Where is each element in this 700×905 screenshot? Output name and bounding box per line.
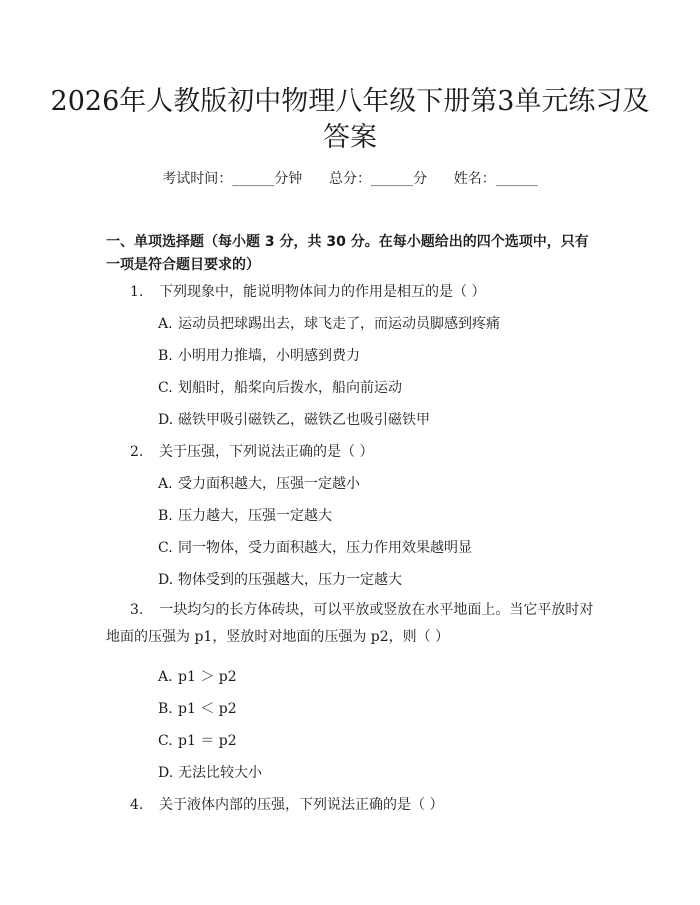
option-text: 同一物体，受力面积越大，压力作用效果越明显 bbox=[178, 540, 472, 556]
option-item[interactable] bbox=[158, 730, 237, 752]
question-block bbox=[106, 597, 596, 651]
question-number: 2. bbox=[130, 444, 144, 460]
option-item[interactable] bbox=[158, 666, 237, 688]
question-text: 下列现象中，能说明物体间力的作用是相互的是（ ） bbox=[159, 284, 486, 300]
option-text: 无法比较大小 bbox=[178, 765, 262, 781]
option-text: p1 ＝ p2 bbox=[178, 733, 237, 749]
option-item[interactable] bbox=[158, 473, 360, 495]
option-letter: B. bbox=[158, 701, 173, 717]
option-letter: A. bbox=[158, 476, 173, 492]
option-text: p1 ＞ p2 bbox=[178, 669, 237, 685]
option-text: 磁铁甲吸引磁铁乙，磁铁乙也吸引磁铁甲 bbox=[178, 412, 430, 428]
option-text: 运动员把球踢出去，球飞走了，而运动员脚感到疼痛 bbox=[178, 316, 500, 332]
option-text: p1 ＜ p2 bbox=[178, 701, 237, 717]
option-letter: D. bbox=[158, 412, 174, 428]
option-text: 小明用力推墙，小明感到费力 bbox=[178, 348, 360, 364]
option-item[interactable] bbox=[158, 569, 402, 591]
option-text: 物体受到的压强越大，压力一定越大 bbox=[178, 572, 402, 588]
option-text: 划船时，船桨向后拨水，船向前运动 bbox=[178, 380, 402, 396]
question-number: 3. bbox=[130, 602, 144, 618]
option-letter: B. bbox=[158, 508, 173, 524]
option-text: 压力越大，压强一定越大 bbox=[178, 508, 332, 524]
option-item[interactable] bbox=[158, 698, 237, 720]
question-number: 4. bbox=[130, 797, 144, 813]
option-text: 受力面积越大，压强一定越小 bbox=[178, 476, 360, 492]
option-letter: C. bbox=[158, 380, 173, 396]
question-text: 关于压强，下列说法正确的是（ ） bbox=[159, 444, 374, 460]
option-item[interactable] bbox=[158, 537, 472, 559]
option-item[interactable] bbox=[158, 409, 430, 431]
document-title: 2026年人教版初中物理八年级下册第3单元练习及答案 bbox=[50, 86, 650, 153]
option-letter: A. bbox=[158, 316, 173, 332]
option-item[interactable] bbox=[158, 377, 402, 399]
option-letter: B. bbox=[158, 348, 173, 364]
question-text: 一块均匀的长方体砖块，可以平放或竖放在水平地面上。当它平放时对地面的压强为 p1，竖放时对地面的压强为 p2，则（ ） bbox=[106, 602, 594, 645]
option-item[interactable] bbox=[158, 505, 332, 527]
section-heading: 一、单项选择题（每小题 3 分，共 30 分。在每小题给出的四个选项中，只有一项是符合题目要求的） bbox=[106, 234, 589, 273]
option-item[interactable] bbox=[158, 345, 360, 367]
option-letter: A. bbox=[158, 669, 173, 685]
option-letter: C. bbox=[158, 733, 173, 749]
question-number: 1. bbox=[130, 284, 144, 300]
option-item[interactable] bbox=[158, 762, 262, 784]
question-text: 关于液体内部的压强，下列说法正确的是（ ） bbox=[159, 797, 444, 813]
option-letter: D. bbox=[158, 572, 174, 588]
option-letter: C. bbox=[158, 540, 173, 556]
exam-meta-line: 考试时间：______分钟 总分：______分 姓名：______ bbox=[162, 171, 538, 187]
option-item[interactable] bbox=[158, 313, 500, 335]
option-letter: D. bbox=[158, 765, 174, 781]
